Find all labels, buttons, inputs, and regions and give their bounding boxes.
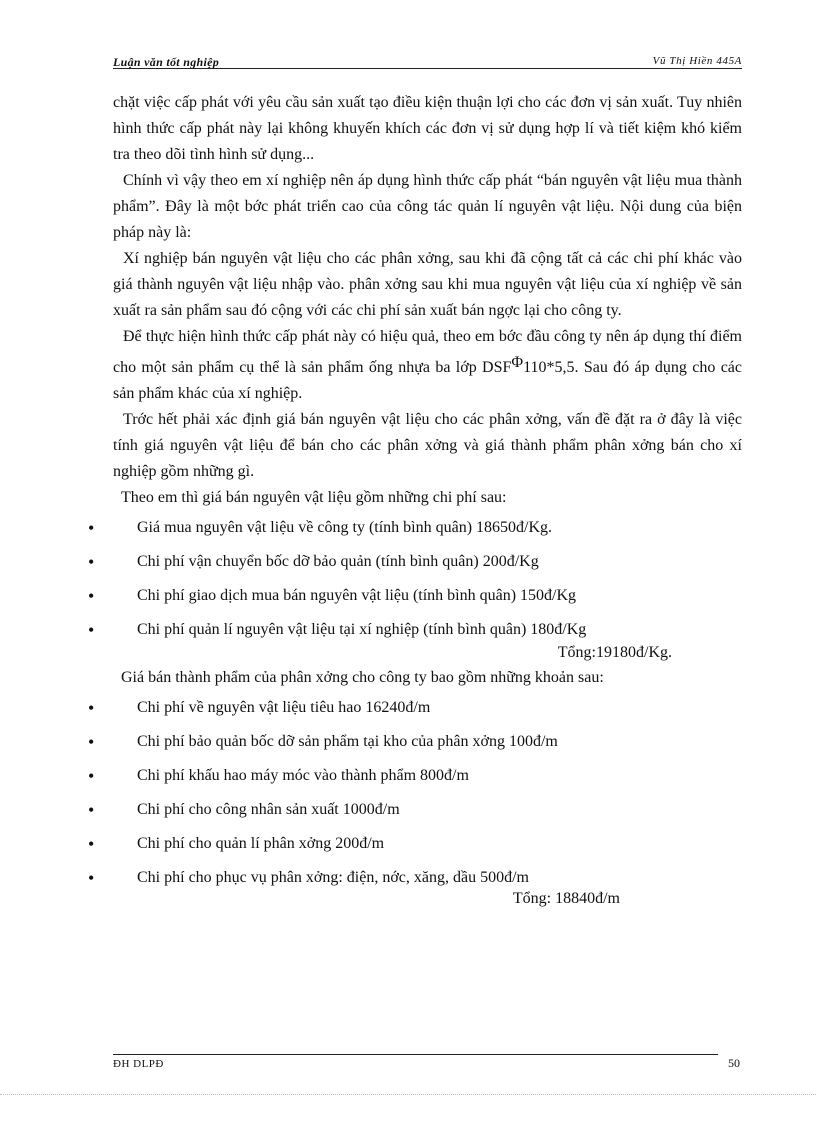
footer-institution: ĐH DLPĐ bbox=[113, 1058, 164, 1070]
list-item: • Chi phí về nguyên vật liệu tiêu hao 16240đ/m bbox=[112, 691, 742, 725]
list-item: • Chi phí bảo quản bốc dỡ sản phẩm tại kho của phân xởng 100đ/m bbox=[112, 725, 742, 759]
list-item: • Giá mua nguyên vật liệu về công ty (tính bình quân) 18650đ/Kg. bbox=[112, 511, 742, 545]
header-title: Luận văn tốt nghiệp bbox=[113, 55, 220, 69]
list-item: • Chi phí quản lí nguyên vật liệu tại xí nghiệp (tính bình quân) 180đ/Kg bbox=[112, 613, 742, 647]
list-item: • Chi phí khấu hao máy móc vào thành phẩm 800đ/m bbox=[112, 759, 742, 793]
paragraph-3: Xí nghiệp bán nguyên vật liệu cho các phân xởng, sau khi đã cộng tất cả các chi phí khác vào giá thành nguyên vật liệu nhập vào. phân xởng sau khi mua nguyên vật liệu của xí nghiệp về sản xuất ra sản phẩm sau đó cộng với các chi phí sản xuất bán ngợc lại cho công ty. bbox=[113, 250, 742, 319]
total-product-cost: Tổng: 18840đ/m bbox=[512, 890, 620, 907]
bullet-icon: • bbox=[88, 868, 95, 888]
material-cost-list bbox=[88, 511, 742, 647]
document-body bbox=[88, 90, 742, 911]
footer-rule bbox=[113, 1054, 718, 1055]
bullet-icon: • bbox=[88, 834, 95, 854]
page-bottom-dotted-line bbox=[0, 1094, 816, 1095]
bullet-icon: • bbox=[88, 518, 95, 538]
page-number: 50 bbox=[728, 1056, 740, 1070]
paragraph-6: Theo em thì giá bán nguyên vật liệu gồm những chi phí sau: bbox=[121, 489, 507, 506]
paragraph-5: Trớc hết phải xác định giá bán nguyên vật liệu cho các phân xởng, vấn đề đặt ra ở đây là việc tính giá nguyên vật liệu để bán cho các phân xởng và giá thành phẩm phân xởng bán cho xí nghiệp gồm những gì. bbox=[113, 411, 742, 480]
bullet-icon: • bbox=[88, 732, 95, 752]
header-author: Vũ Thị Hiền 445A bbox=[652, 55, 742, 67]
list-item: • Chi phí cho công nhân sản xuất 1000đ/m bbox=[112, 793, 742, 827]
paragraph-4-text-a: Để thực hiện hình thức cấp phát này có hiệu quả, theo em bớc đầu công ty nên áp dụng thí điểm cho một sản phẩm cụ thể là sản phẩm ống nhựa ba lớp DSF bbox=[113, 328, 742, 376]
bullet-icon: • bbox=[88, 552, 95, 572]
paragraph-7: Giá bán thành phẩm của phân xởng cho công ty bao gồm những khoản sau: bbox=[121, 669, 604, 686]
bullet-icon: • bbox=[88, 698, 95, 718]
product-cost-list bbox=[88, 691, 742, 895]
bullet-icon: • bbox=[88, 586, 95, 606]
header-rule bbox=[113, 68, 742, 69]
paragraph-4 bbox=[113, 324, 742, 407]
paragraph-4-text-b: 110*5,5. Sau đó áp dụng cho các sản phẩm khác của xí nghiệp. bbox=[113, 359, 742, 402]
paragraph-1: chặt việc cấp phát với yêu cầu sản xuất tạo điều kiện thuận lợi cho các đơn vị sản xuất. Tuy nhiên hình thức cấp phát này lại không khuyến khích các đơn vị sử dụng hợp lí và tiết kiệm khó kiểm tra theo dõi tình hình sử dụng... bbox=[113, 94, 742, 163]
paragraph-2: Chính vì vậy theo em xí nghiệp nên áp dụng hình thức cấp phát “bán nguyên vật liệu mua thành phẩm”. Đây là một bớc phát triển cao của công tác quản lí nguyên vật liệu. Nội dung của biện pháp này là: bbox=[113, 172, 742, 241]
list-item: • Chi phí vận chuyển bốc dỡ bảo quản (tính bình quân) 200đ/Kg bbox=[112, 545, 742, 579]
bullet-icon: • bbox=[88, 620, 95, 640]
bullet-icon: • bbox=[88, 800, 95, 820]
list-item: • Chi phí cho phục vụ phân xởng: điện, nớc, xăng, dầu 500đ/m bbox=[112, 861, 742, 895]
list-item: • Chi phí giao dịch mua bán nguyên vật liệu (tính bình quân) 150đ/Kg bbox=[112, 579, 742, 613]
phi-symbol: Φ bbox=[511, 354, 524, 371]
total-material-cost: Tổng:19180đ/Kg. bbox=[557, 644, 672, 661]
bullet-icon: • bbox=[88, 766, 95, 786]
list-item: • Chi phí cho quản lí phân xởng 200đ/m bbox=[112, 827, 742, 861]
